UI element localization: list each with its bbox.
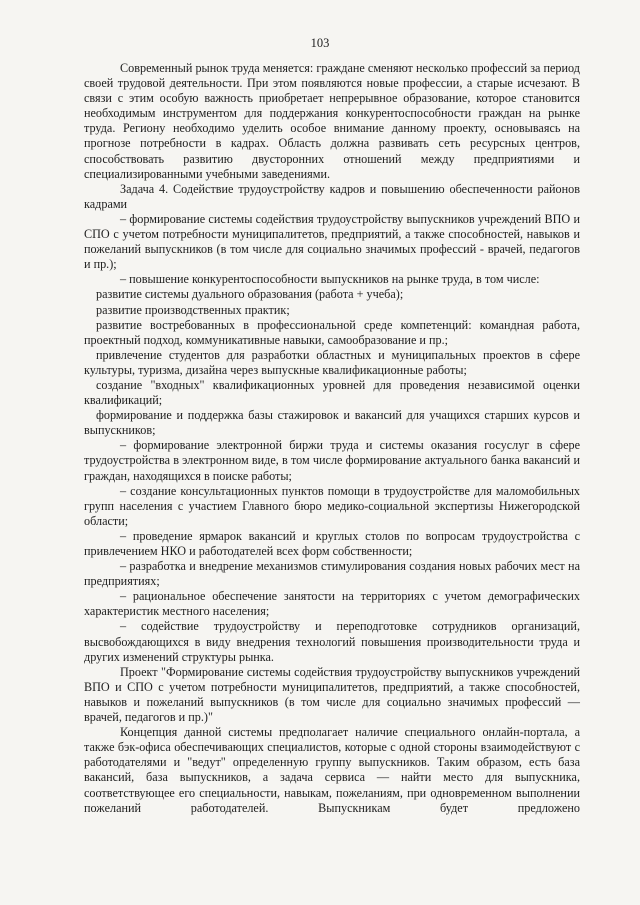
paragraph-concept: Концепция данной системы предполагает наличие специального онлайн-портала, а также бэк-офиса обеспечивающих специалистов, которые с одной стороны взаимодействуют с работодателями и "ведут" определенную группу выпускников. Таким образом, есть база вакансий, база выпускников, а задача сервиса — найти место для выпускника, соответствующее его специальности, навыкам, пожеланиям, при одновременном выполнении пожеланий работодателей. Выпускникам будет предложено: [84, 725, 580, 815]
paragraph-sub-dual: развитие системы дуального образования (работа + учеба);: [96, 287, 404, 302]
paragraph-task4: Задача 4. Содействие трудоустройству кадров и повышению обеспеченности районов кадрами: [84, 181, 580, 211]
paragraph-item-rational: – рациональное обеспечение занятости на территориях с учетом демографических характеристик местного населения;: [84, 589, 580, 619]
paragraph-item-competitiveness: – повышение конкурентоспособности выпускников на рынке труда, в том числе:: [120, 272, 540, 287]
paragraph-item-consult: – создание консультационных пунктов помощи в трудоустройстве для маломобильных групп населения с участием Главного бюро медико-социальной экспертизы Нижегородской области;: [84, 483, 580, 528]
page-number: 103: [310, 36, 330, 50]
paragraph-sub-students: привлечение студентов для разработки областных и муниципальных проектов в сфере культуры, туризма, дизайна через выпускные квалификационные работы;: [84, 347, 580, 377]
paragraph-item-system: – формирование системы содействия трудоустройству выпускников учреждений ВПО и СПО с учетом потребности муниципалитетов, предприятий, а также способностей, навыков и пожеланий выпускников (в том числе для социально значимых профессий - врачей, педагогов и пр.);: [84, 211, 580, 272]
paragraph-sub-competencies: развитие востребованных в профессиональной среде компетенций: командная работа, проектный подход, коммуникативные навыки, самообразование и пр.;: [84, 317, 580, 347]
paragraph-intro: Современный рынок труда меняется: граждане сменяют несколько профессий за период своей трудовой деятельности. При этом появляются новые профессии, а старые исчезают. В связи с этим особую важность приобретает непрерывное образование, которое становится необходимым инструментом для поддержания конкурентоспособности граждан на рынке труда. Региону необходимо уделить особое внимание данному проекту, основываясь на прогнозе потребности в кадрах. Область должна развивать сеть ресурсных центров, способствовать развитию двусторонних отношений между предприятиями и специализированными учебными заведениями.: [84, 61, 580, 181]
paragraph-sub-levels: создание "входных" квалификационных уровней для проведения независимой оценки квалификаций;: [84, 377, 580, 408]
paragraph-sub-practice: развитие производственных практик;: [96, 302, 290, 317]
paragraph-item-retraining: – содействие трудоустройству и переподготовке сотрудников организаций, высвобождающихся в виду внедрения технологий повышения производительности труда и других изменений структуры рынка.: [84, 619, 580, 664]
paragraph-project: Проект "Формирование системы содействия трудоустройству выпускников учреждений ВПО и СПО с учетом потребности муниципалитетов, предприятий, а также способностей, навыков и пожеланий выпускников (в том числе для социально значимых профессий — врачей, педагогов и пр.)": [84, 664, 580, 725]
page-body: [84, 61, 580, 816]
paragraph-sub-internships: формирование и поддержка базы стажировок и вакансий для учащихся старших курсов и выпускников;: [84, 408, 580, 438]
paragraph-item-exchange: – формирование электронной биржи труда и системы оказания госуслуг в сфере трудоустройства в электронном виде, в том числе формирование актуального банка вакансий и граждан, находящихся в поиске работы;: [84, 438, 580, 483]
paragraph-item-mechanisms: – разработка и внедрение механизмов стимулирования создания новых рабочих мест на предприятиях;: [84, 559, 580, 589]
paragraph-item-fairs: – проведение ярмарок вакансий и круглых столов по вопросам трудоустройства с привлечением НКО и работодателей всех форм собственности;: [84, 528, 580, 558]
